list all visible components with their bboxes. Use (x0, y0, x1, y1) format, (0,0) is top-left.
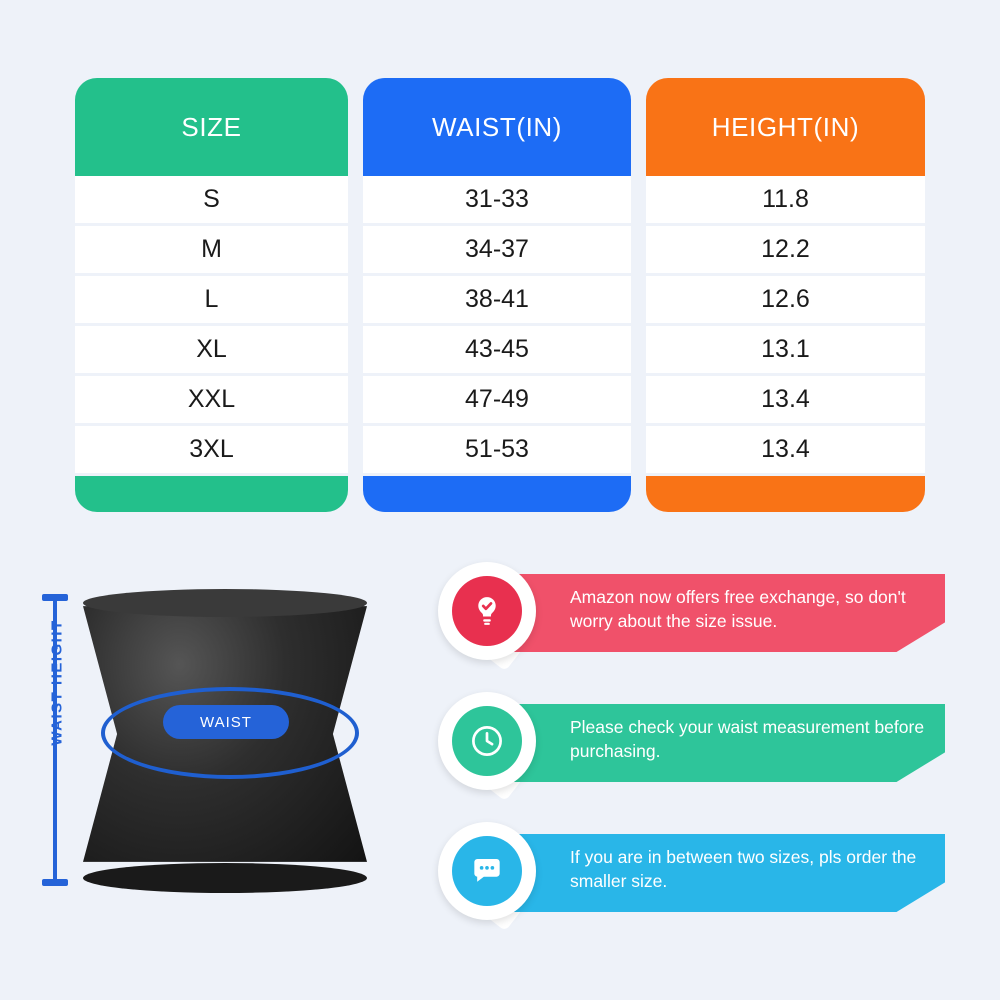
table-cell: L (75, 276, 348, 326)
table-cell: XL (75, 326, 348, 376)
notes-list (430, 556, 975, 976)
table-cell: S (75, 176, 348, 226)
note-badge (438, 692, 536, 790)
note-item (430, 692, 945, 788)
table-cell: 51-53 (363, 426, 631, 476)
speech-bubble-icon (452, 836, 522, 906)
table-cell: M (75, 226, 348, 276)
column-header-waist: WAIST(IN) (431, 111, 563, 142)
gauge-cap-bottom (42, 879, 68, 886)
table-cell: 38-41 (363, 276, 631, 326)
table-column-waist (363, 78, 631, 512)
table-column-size (75, 78, 348, 512)
product-illustration (20, 560, 420, 980)
belt-top-edge (83, 589, 367, 617)
waist-height-gauge (34, 590, 74, 890)
note-item (430, 562, 945, 658)
waist-trainer-belt-image (75, 595, 375, 885)
column-footer-height (646, 476, 925, 512)
note-item (430, 822, 945, 918)
table-cell: 13.4 (646, 376, 925, 426)
table-cell: 34-37 (363, 226, 631, 276)
note-badge (438, 562, 536, 660)
lightbulb-check-icon (452, 576, 522, 646)
clock-icon (452, 706, 522, 776)
table-cell: 3XL (75, 426, 348, 476)
table-cell: 43-45 (363, 326, 631, 376)
column-header-height: HEIGHT(IN) (711, 111, 860, 142)
column-footer-size (75, 476, 348, 512)
size-chart-table (75, 78, 925, 512)
note-text: Please check your waist measurement before purchasing. (570, 717, 925, 761)
table-cell: 12.2 (646, 226, 925, 276)
note-text: Amazon now offers free exchange, so don't worry about the size issue. (570, 587, 906, 631)
waist-height-label: WAIST HEIGHT (48, 619, 66, 746)
note-badge (438, 822, 536, 920)
waist-label: WAIST (163, 705, 289, 739)
column-footer-waist (363, 476, 631, 512)
table-column-height (646, 78, 925, 512)
note-text: If you are in between two sizes, pls order the smaller size. (570, 847, 917, 891)
column-header-size: SIZE (181, 111, 242, 142)
table-cell: 13.4 (646, 426, 925, 476)
gauge-cap-top (42, 594, 68, 601)
table-cell: 12.6 (646, 276, 925, 326)
table-cell: 47-49 (363, 376, 631, 426)
table-cell: 11.8 (646, 176, 925, 226)
table-cell: 31-33 (363, 176, 631, 226)
belt-bottom-edge (83, 863, 367, 893)
table-cell: 13.1 (646, 326, 925, 376)
table-cell: XXL (75, 376, 348, 426)
